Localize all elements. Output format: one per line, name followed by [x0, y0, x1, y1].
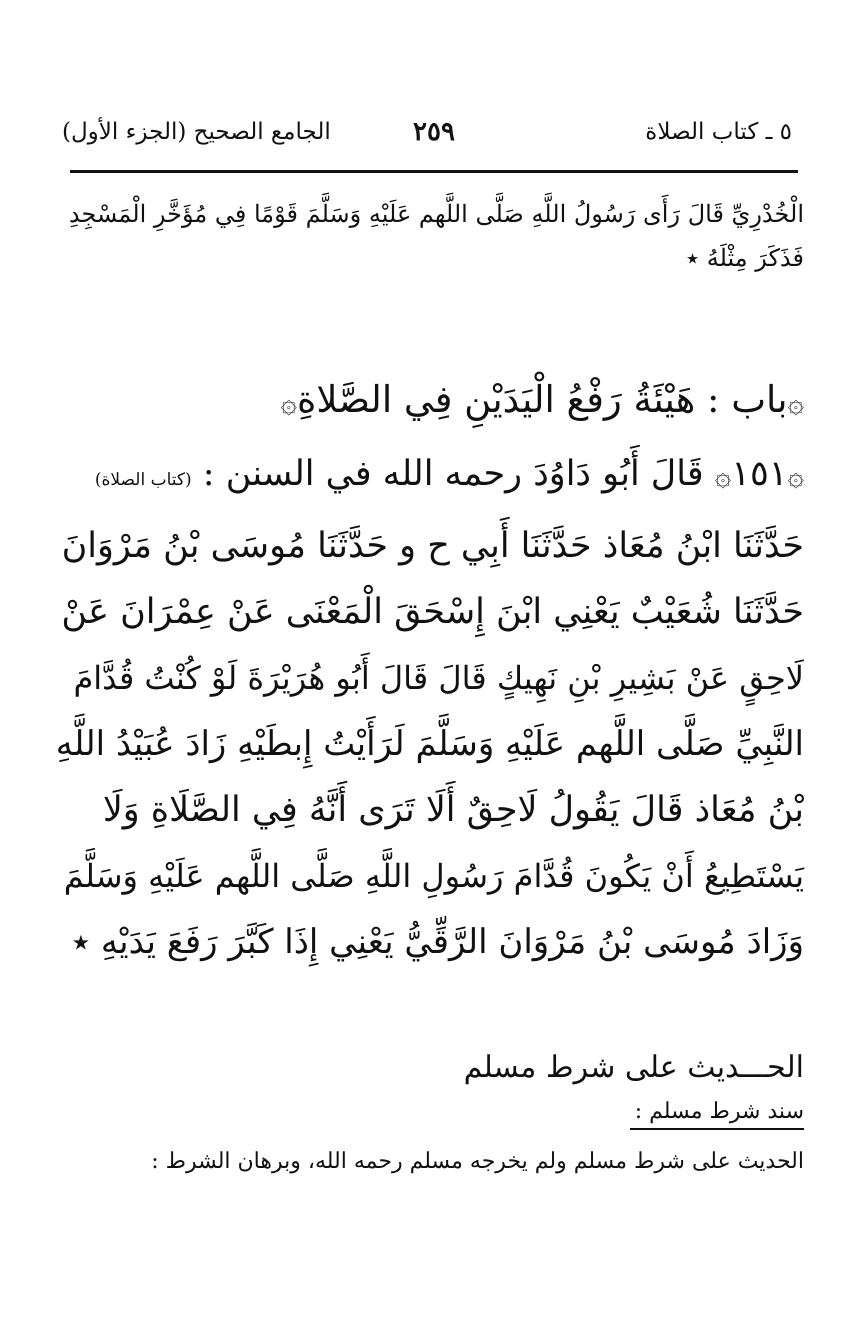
hadith-line: بْنُ مُعَاذ قَالَ يَقُولُ لَاحِقٌ أَلَا تَرَى أَنَّهُ فِي الصَّلَاةِ وَلَا [102, 790, 804, 830]
hadith-intro: قَالَ أَبُو دَاوُدَ رحمه الله في السنن : [202, 454, 704, 494]
ornament-icon: ۞ [787, 386, 804, 419]
hadith-line: وَزَادَ مُوسَى بْنُ مَرْوَانَ الرَّقِّيُّ يَعْنِي إِذَا كَبَّرَ رَفَعَ يَدَيْهِ ٭ [71, 922, 804, 962]
header-book-title: الجامع الصحيح (الجزء الأول) [62, 119, 331, 145]
hadith-line: لَاحِقٍ عَنْ بَشِيرِ بْنِ نَهِيكٍ قَالَ قَالَ أَبُو هُرَيْرَةَ لَوْ كُنْتُ قُدَّامَ [73, 659, 804, 697]
source-reference: (كتاب الصلاة) [94, 470, 192, 490]
hadith-line: حَدَّثَنَا شُعَيْبٌ يَعْنِي ابْنَ إِسْحَقَ الْمَعْنَى عَنْ عِمْرَانَ عَنْ [61, 592, 804, 632]
hadith-line: حَدَّثَنَا ابْنُ مُعَاذ حَدَّثَنَا أَبِي ح و حَدَّثَنَا مُوسَى بْنُ مَرْوَانَ [61, 526, 804, 566]
header-rule [70, 170, 798, 173]
sanad-underline [630, 1128, 804, 1130]
ornament-icon: ۞ [714, 459, 732, 492]
hadith-line: النَّبِيِّ صَلَّى اللَّهم عَلَيْهِ وَسَلَّمَ لَرَأَيْتُ إِبطَيْهِ زَادَ عُبَيْدُ اللَّهِ [55, 724, 804, 764]
ornament-icon: ۞ [280, 386, 297, 419]
header-section-title: ٥ ـ كتاب الصلاة [645, 119, 792, 145]
hadith-number: ١٥١ [731, 454, 788, 494]
chapter-heading [281, 372, 804, 431]
continuation-line-2: فَذَكَرَ مِثْلَهُ ٭ [686, 244, 804, 272]
chapter-title: باب : هَيْئَةُ رَفْعُ الْيَدَيْنِ فِي الصَّلاةِ [297, 378, 788, 421]
hadith-line: يَسْتَطِيعُ أَنْ يَكُونَ قُدَّامَ رَسُولِ اللَّهِ صَلَّى اللَّهم عَلَيْهِ وَسَلَّمَ [63, 857, 804, 895]
hadith-heading [95, 446, 804, 508]
sanad-heading: سند شرط مسلم : [634, 1099, 804, 1124]
page-number: ٢٥٩ [413, 117, 455, 147]
sanad-note: الحديث على شرط مسلم ولم يخرجه مسلم رحمه الله، وبرهان الشرط : [151, 1149, 804, 1174]
ornament-icon: ۞ [787, 459, 804, 492]
hadith-verdict: الحـــديث على شرط مسلم [463, 1050, 804, 1085]
continuation-line-1: الْخُدْرِيِّ قَالَ رَأَى رَسُولُ اللَّهِ صَلَّى اللَّهم عَلَيْهِ وَسَلَّمَ قَوْمًا فِي مُؤَخَّرِ الْمَسْجِدِ [68, 200, 804, 228]
